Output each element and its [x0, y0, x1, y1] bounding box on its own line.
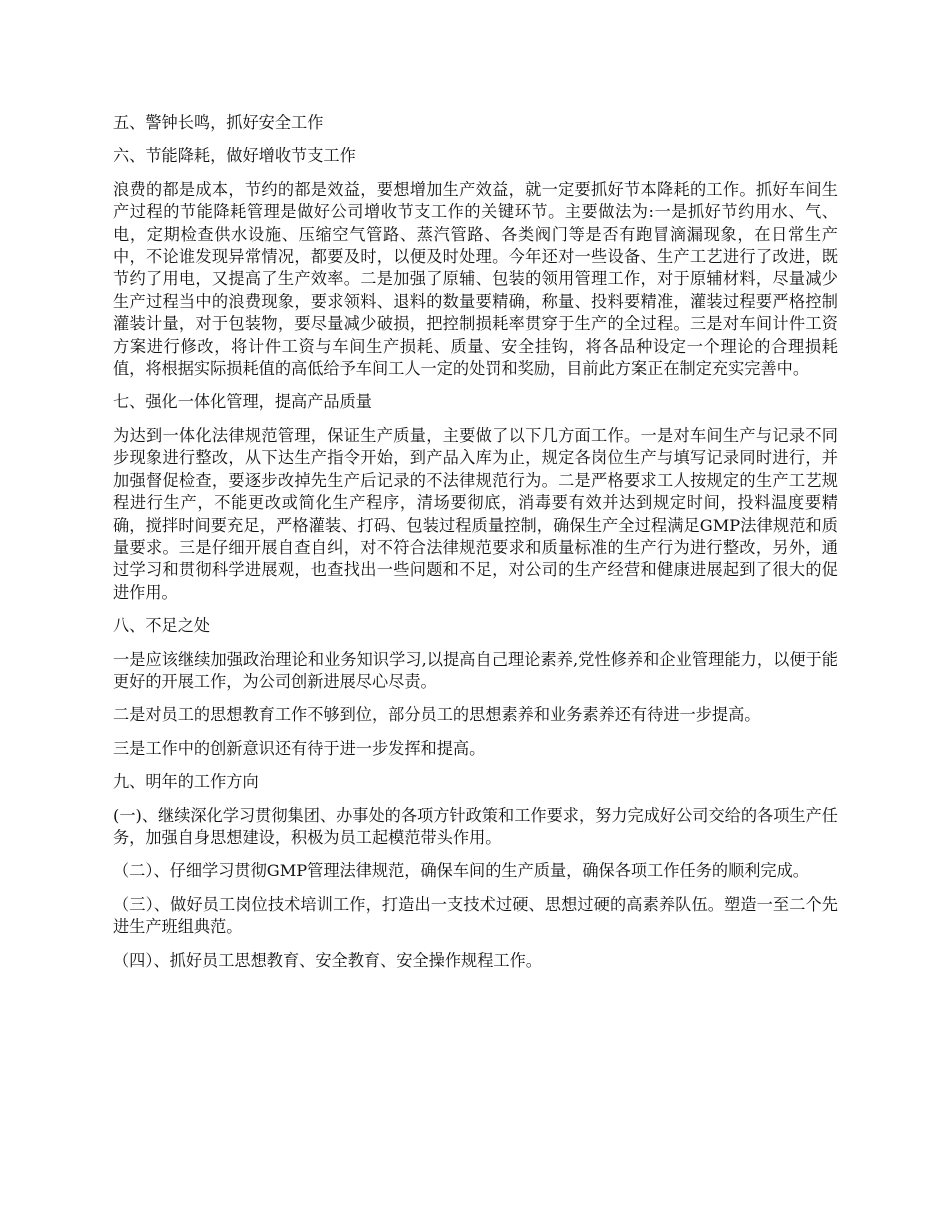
plan-item-1: (一)、继续深化学习贯彻集团、办事处的各项方针政策和工作要求，努力完成好公司交给的各项生产任务，加强自身思想建设，积极为员工起模范带头作用。: [113, 805, 838, 847]
section-heading-5: 五、警钟长鸣，抓好安全工作: [113, 113, 324, 132]
section-heading-7: 七、强化一体化管理，提高产品质量: [113, 392, 372, 412]
section-6-body: 浪费的都是成本，节约的都是效益，要想增加生产效益，就一定要抓好节本降耗的工作。抓好车间生产过程的节能降耗管理是做好公司增收节支工作的关键环节。主要做法为:一是抓好节约用水、气、电，定期检查供水设施、压缩空气管路、蒸汽管路、各类阀门等是否有跑冒滴漏现象，在日常生产中，不论谁发现异常情况，都要及时，以便及时处理。今年还对一些设备、生产工艺进行了改进，既节约了用电，又提高了生产效率。二是加强了原辅、包装的领用管理工作，对于原辅材料，尽量减少生产过程当中的浪费现象，要求领料、退料的数量要精确，称量、投料要精准，灌装过程要严格控制灌装计量，对于包装物，要尽量减少破损，把控制损耗率贯穿于生产的全过程。三是对车间计件工资方案进行修改，将计件工资与车间生产损耗、质量、安全挂钩，将各品种设定一个理论的合理损耗值，将根据实际损耗值的高低给予车间工人一定的处罚和奖励，目前此方案正在制定充实完善中。: [113, 179, 838, 379]
section-heading-9: 九、明年的工作方向: [113, 772, 259, 792]
document-page: [113, 112, 838, 983]
plan-item-4: （四）、抓好员工思想教育、安全教育、安全操作规程工作。: [113, 950, 542, 970]
section-heading-6: 六、节能降耗，做好增收节支工作: [113, 146, 356, 166]
section-heading-8: 八、不足之处: [113, 616, 211, 636]
shortcoming-1: 一是应该继续加强政治理论和业务知识学习,以提高自己理论素养,党性修养和企业管理能力，以便于能更好的开展工作，为公司创新进展尽心尽责。: [113, 649, 838, 691]
plan-item-2: （二）、仔细学习贯彻GMP管理法律规范，确保车间的生产质量，确保各项工作任务的顺利完成。: [113, 861, 809, 881]
shortcoming-2: 二是对员工的思想教育工作不够到位，部分员工的思想素养和业务素养还有待进一步提高。: [113, 705, 761, 725]
section-7-body: 为达到一体化法律规范管理，保证生产质量，主要做了以下几方面工作。一是对车间生产与记录不同步现象进行整改，从下达生产指令开始，到产品入库为止，规定各岗位生产与填写记录同时进行，并加强督促检查，要逐步改掉先生产后记录的不法律规范行为。二是严格要求工人按规定的生产工艺规程进行生产，不能更改或简化生产程序，清场要彻底，消毒要有效并达到规定时间，投料温度要精确，搅拌时间要充足，严格灌装、打码、包装过程质量控制，确保生产全过程满足GMP法律规范和质量要求。三是仔细开展自查自纠，对不符合法律规范要求和质量标准的生产行为进行整改，另外，通过学习和贯彻科学进展观，也查找出一些问题和不足，对公司的生产经营和健康进展起到了很大的促进作用。: [113, 425, 838, 602]
shortcoming-3: 三是工作中的创新意识还有待于进一步发挥和提高。: [113, 738, 486, 758]
plan-item-3: （三）、做好员工岗位技术培训工作，打造出一支技术过硬、思想过硬的高素养队伍。塑造一至二个先进生产班组典范。: [113, 894, 838, 937]
